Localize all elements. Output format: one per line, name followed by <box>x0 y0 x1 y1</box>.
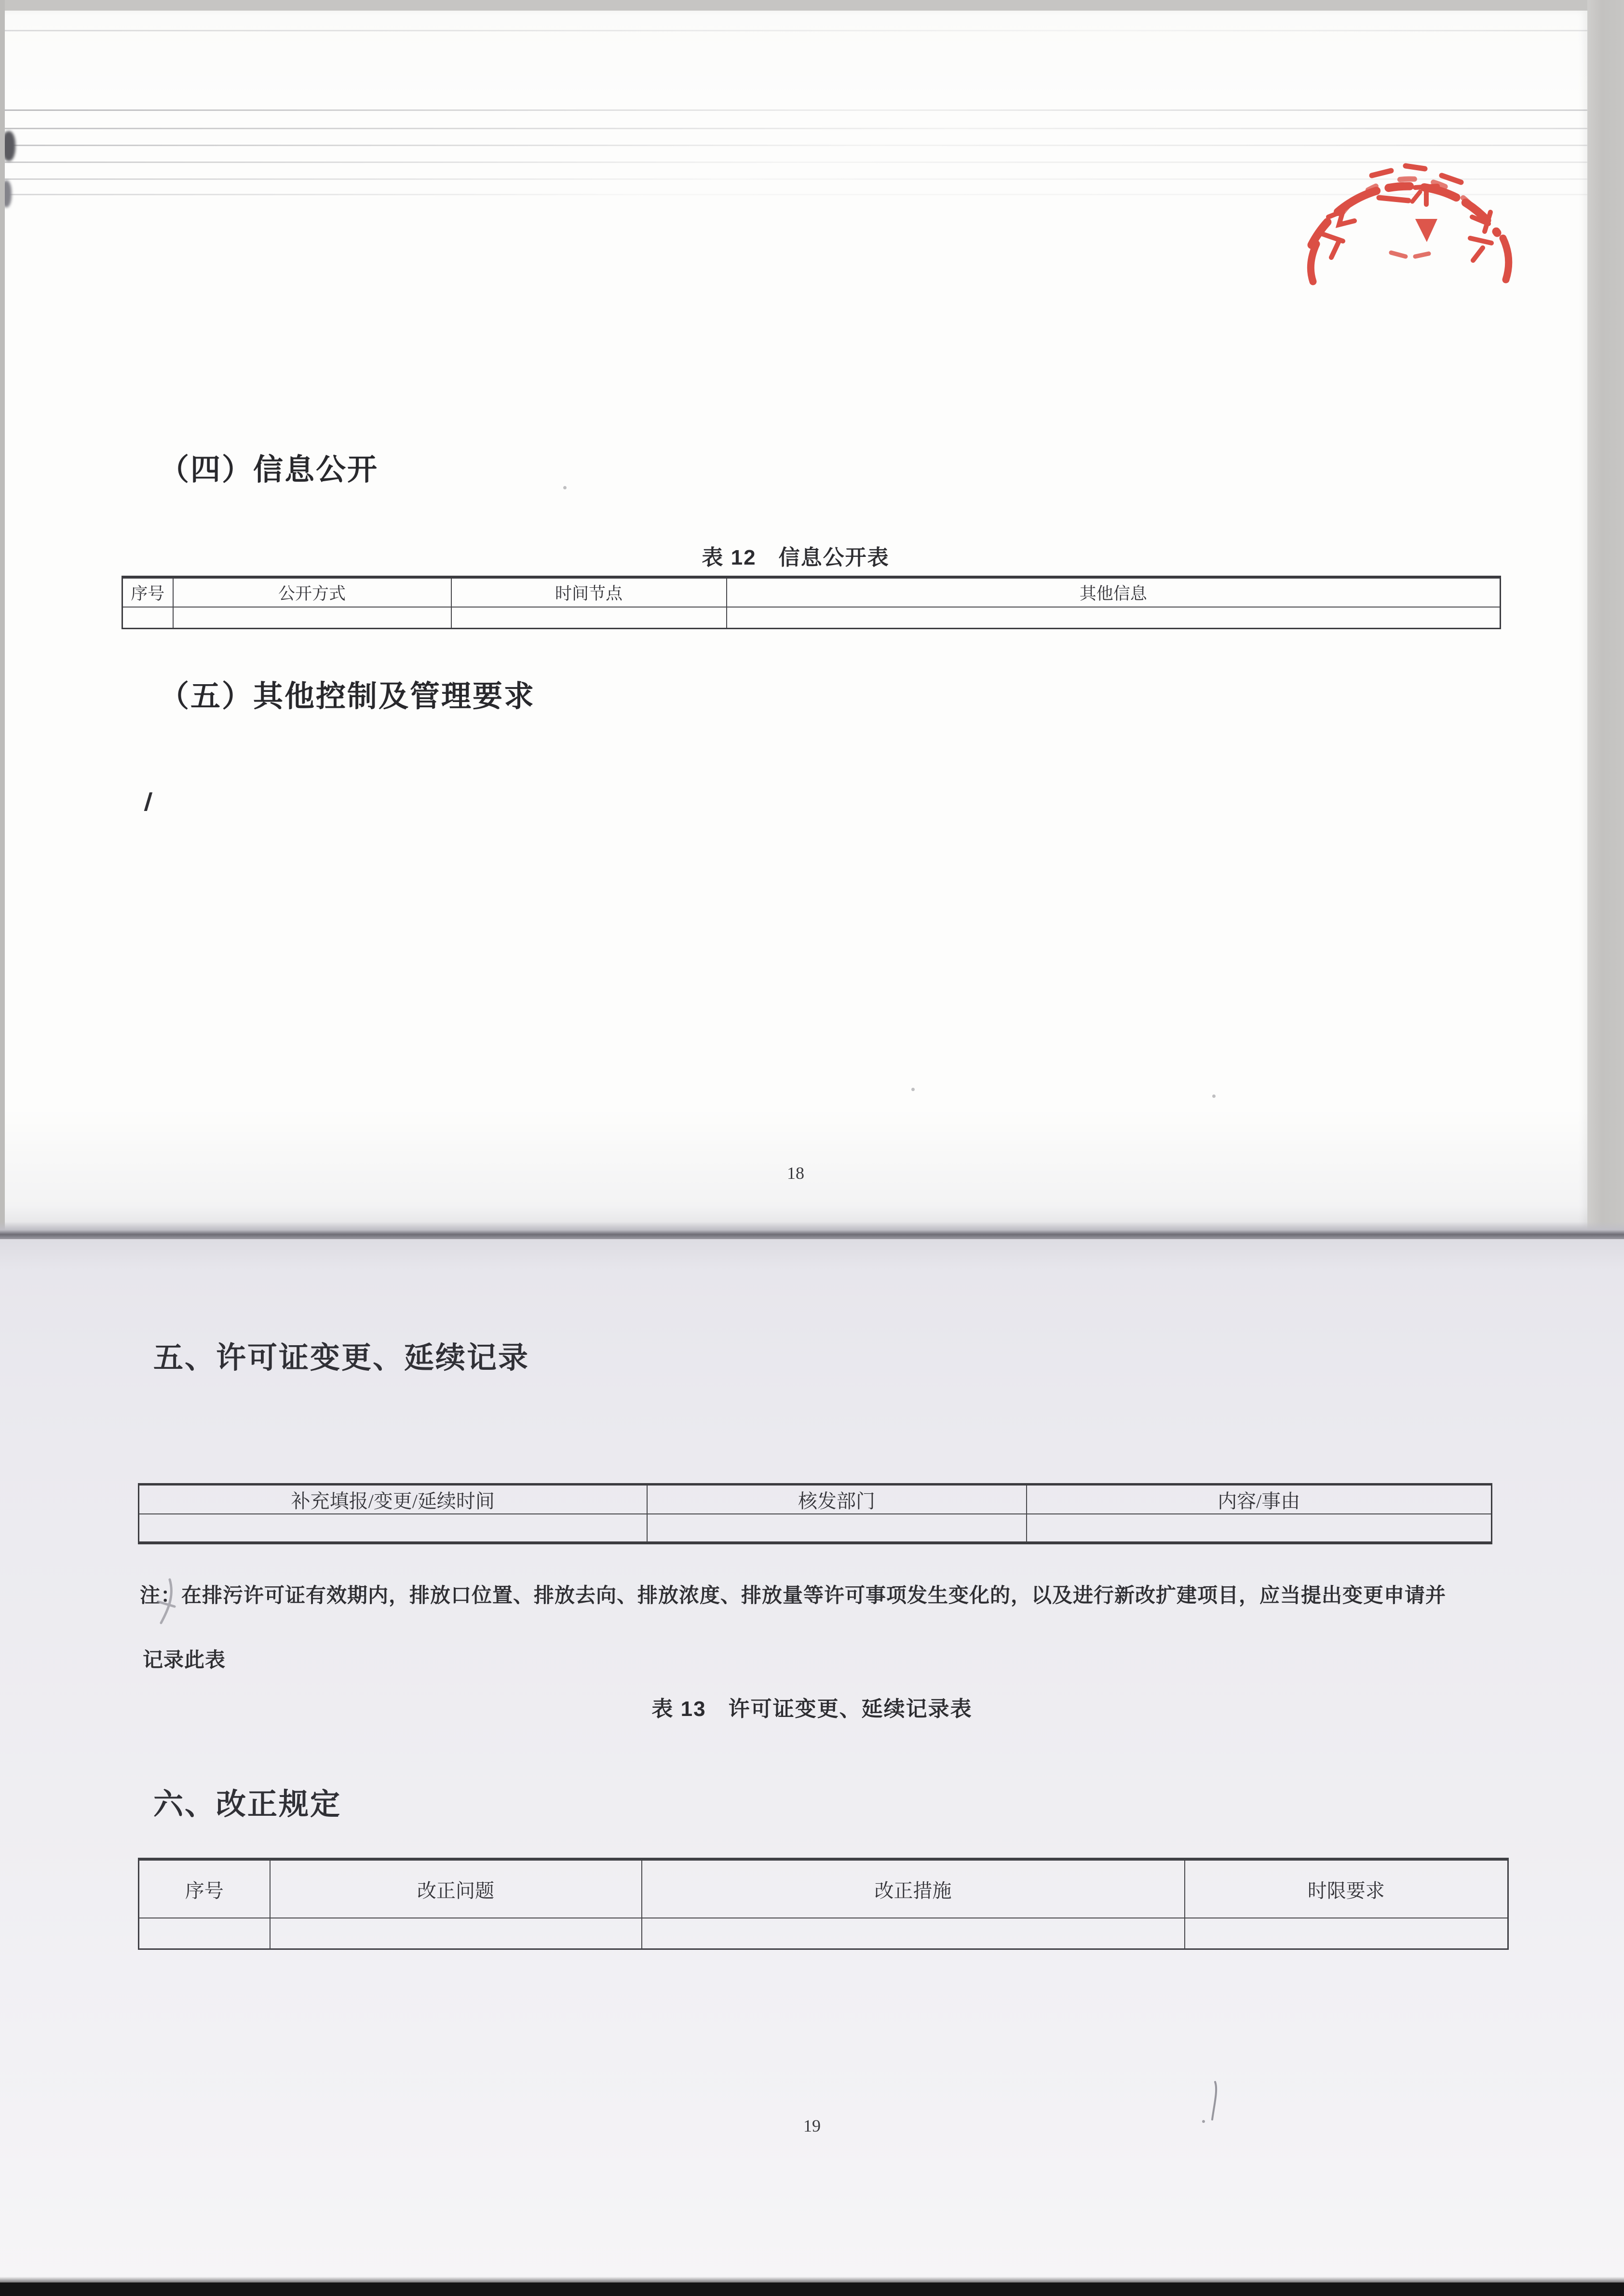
scanner-right-gutter <box>1587 0 1624 1237</box>
table13-note-line2: 记录此表 <box>143 1648 226 1671</box>
page-19 <box>0 1239 1624 2283</box>
table12-empty-cell <box>451 607 727 629</box>
correction-table-header-cell: 改正措施 <box>642 1859 1185 1918</box>
table13-header-row <box>139 1485 1492 1514</box>
table12-header-cell: 时间节点 <box>451 577 727 607</box>
correction-table-header-cell: 时限要求 <box>1185 1859 1508 1918</box>
section5-title: （五）其他控制及管理要求 <box>159 680 536 713</box>
correction-table-header-cell: 序号 <box>139 1859 270 1918</box>
scan-speck <box>1212 1094 1216 1098</box>
pen-scribble-mark <box>153 1577 187 1625</box>
table13-empty-row <box>139 1514 1492 1543</box>
correction-table-empty-cell <box>139 1918 270 1949</box>
scan-bottom-strip <box>0 2282 1624 2296</box>
table13-header-cell: 内容/事由 <box>1027 1485 1492 1514</box>
sheet-edge-line <box>4 109 1587 111</box>
table13-caption: 表 13 许可证变更、延续记录表 <box>651 1697 973 1721</box>
section6-heading: 六、改正规定 <box>153 1788 342 1821</box>
table13-empty-cell <box>139 1514 647 1543</box>
table12-empty-cell <box>173 607 451 629</box>
page-18 <box>4 11 1587 1230</box>
correction-table-header-row <box>139 1859 1508 1918</box>
section5-value: / <box>143 788 153 816</box>
table13-empty-cell <box>647 1514 1027 1543</box>
table12-empty-cell <box>727 607 1501 629</box>
table12-empty-cell <box>122 607 173 629</box>
table13-note-line1: 注：在排污许可证有效期内，排放口位置、排放去向、排放浓度、排放量等许可事项发生变化的，以及进行新改扩建项目，应当提出变更申请并 <box>140 1584 1447 1607</box>
faint-pen-mark <box>1202 2079 1221 2132</box>
scanner-left-gutter <box>0 0 5 1237</box>
scan-speck <box>563 486 567 489</box>
table12-header-row <box>122 577 1501 607</box>
correction-table-empty-row <box>139 1918 1508 1949</box>
table13-header-cell: 补充填报/变更/延续时间 <box>139 1485 647 1514</box>
sheet-edge-line <box>4 30 1587 31</box>
table12-header-cell: 公开方式 <box>173 577 451 607</box>
correction-table-empty-cell <box>1185 1918 1508 1949</box>
section5-heading: 五、许可证变更、延续记录 <box>153 1341 530 1375</box>
table12-header-cell: 序号 <box>122 577 173 607</box>
correction-table-empty-cell <box>642 1918 1185 1949</box>
table12-empty-row <box>122 607 1501 629</box>
table12-caption: 表 12 信息公开表 <box>702 546 890 569</box>
official-seal-stamp <box>1268 129 1524 284</box>
table13-empty-cell <box>1027 1514 1492 1543</box>
section4-title: （四）信息公开 <box>159 453 379 486</box>
correction-table-empty-cell <box>270 1918 642 1949</box>
correction-table-header-cell: 改正问题 <box>270 1859 642 1918</box>
scan-speck <box>911 1088 915 1091</box>
table13-header-cell: 核发部门 <box>647 1485 1027 1514</box>
page-number-19: 19 <box>803 2116 821 2135</box>
table12-info-disclosure <box>122 576 1501 629</box>
table13-change-renewal <box>138 1483 1492 1544</box>
page-number-18: 18 <box>787 1163 804 1183</box>
scan-bottom-fade <box>0 2277 1624 2282</box>
correction-table <box>138 1858 1509 1950</box>
table12-header-cell: 其他信息 <box>727 577 1501 607</box>
